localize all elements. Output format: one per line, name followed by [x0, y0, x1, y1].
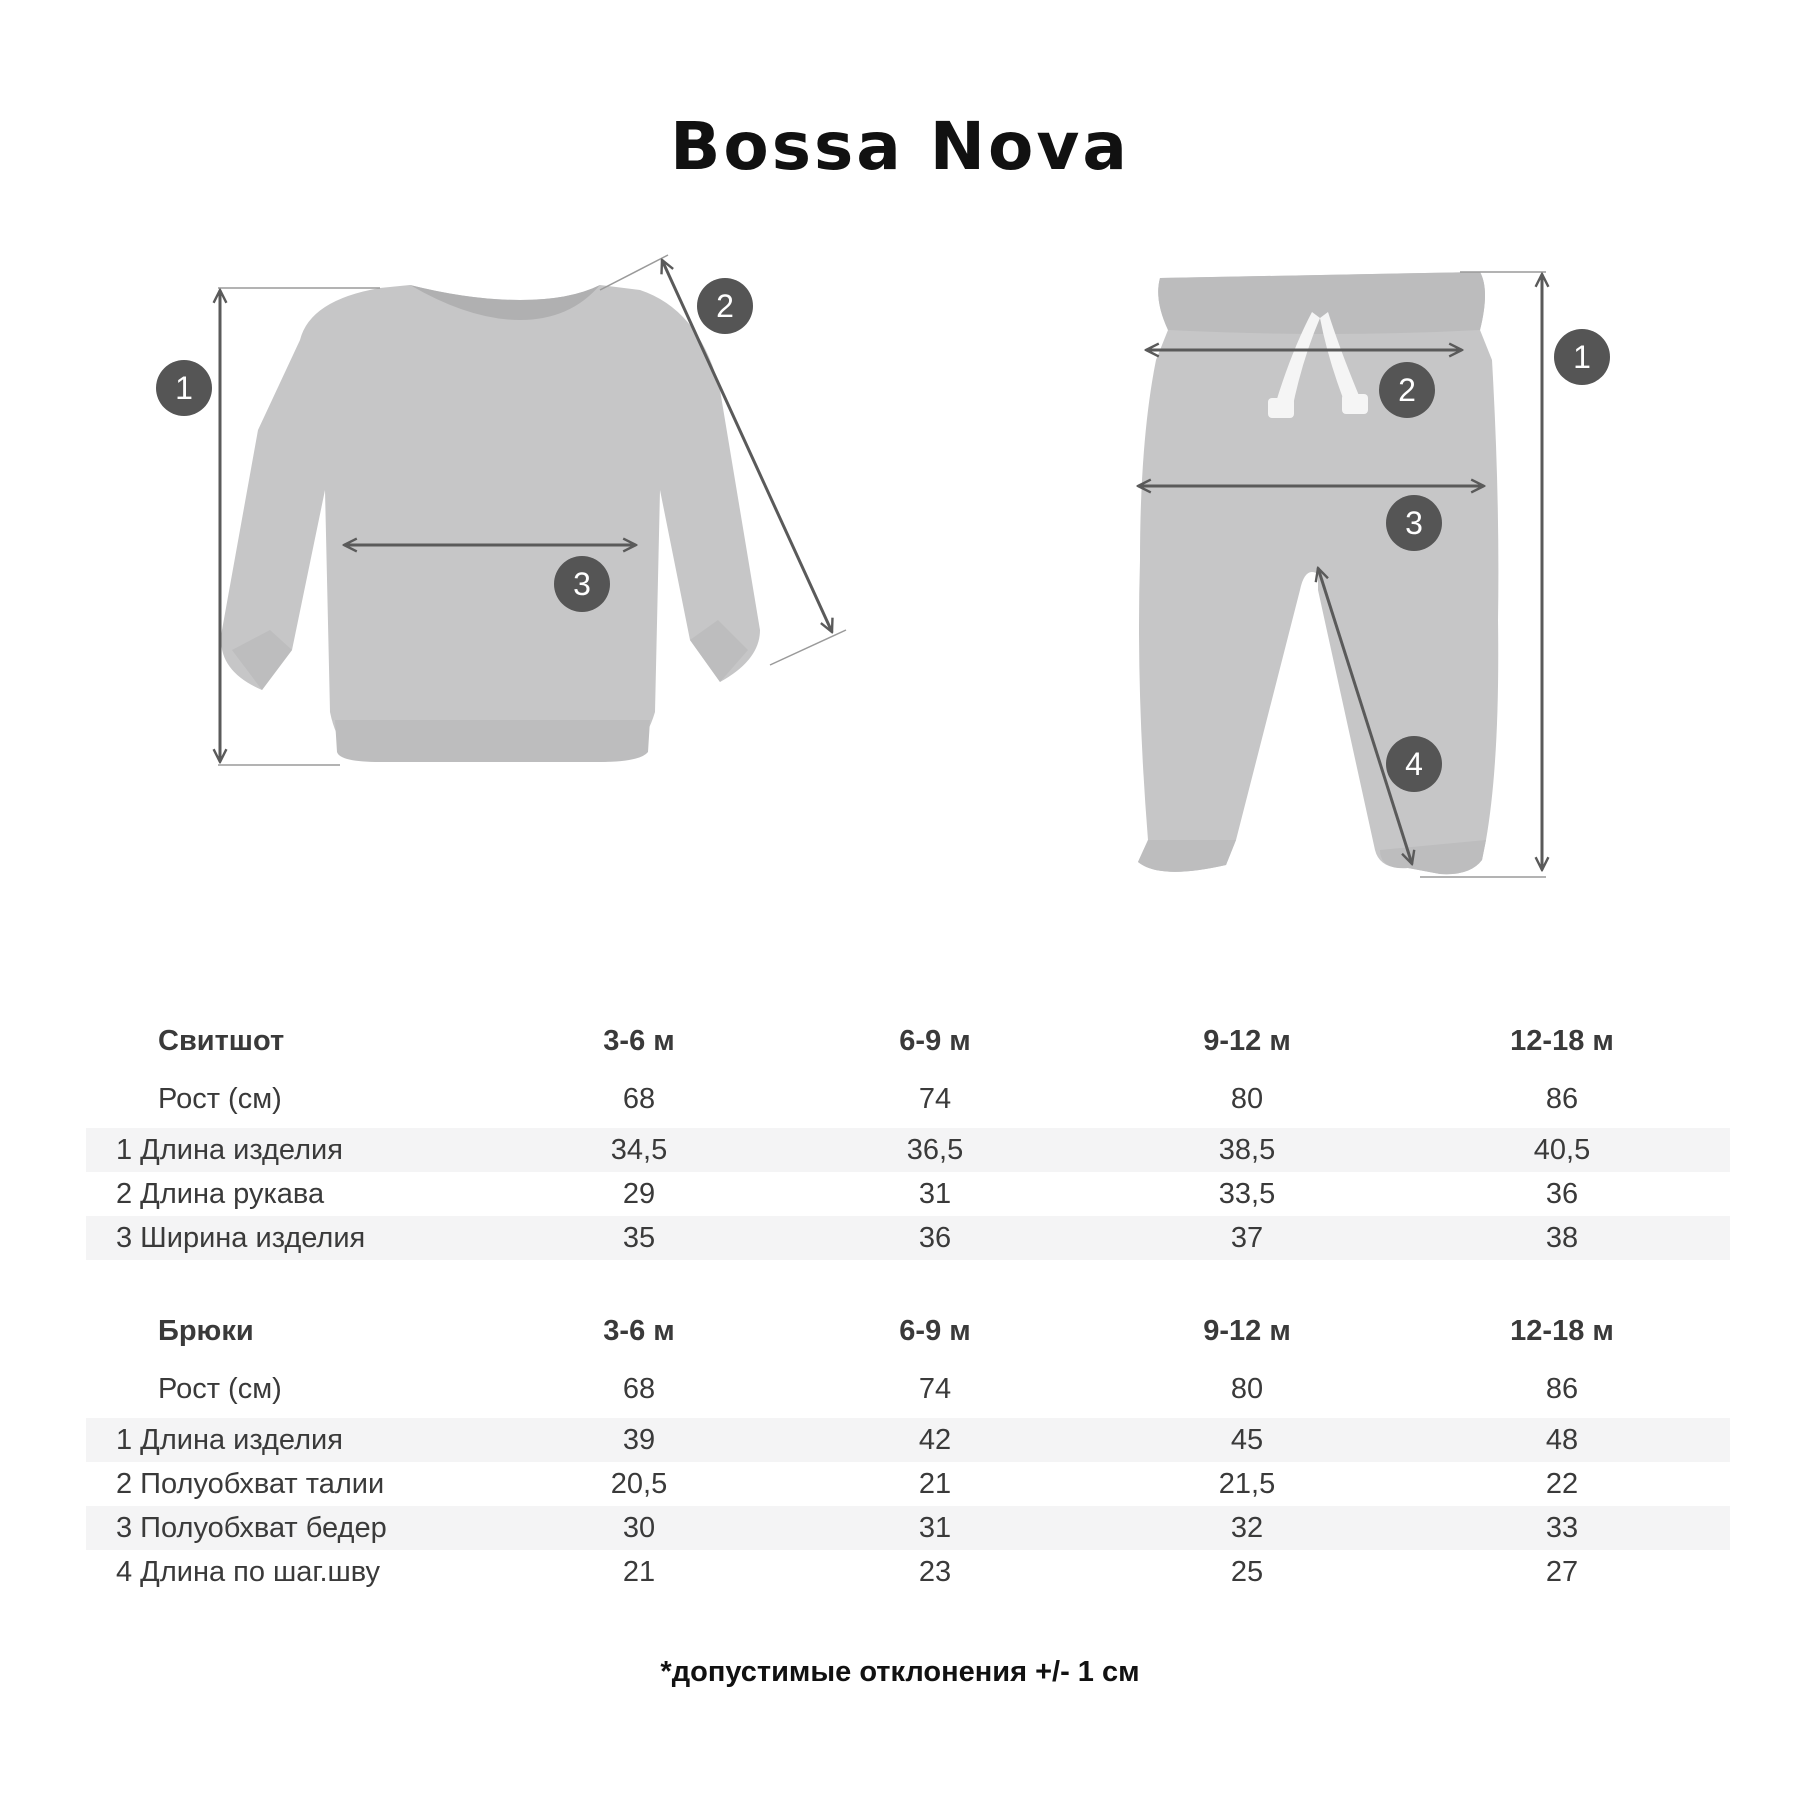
- cell-value: 68: [622, 1373, 656, 1405]
- table-row: [86, 1462, 1730, 1506]
- badge-sweatshirt-3: [554, 556, 610, 612]
- row-label: 1 Длина изделия: [116, 1134, 343, 1166]
- sweatshirt-size-table: [86, 1012, 1730, 1260]
- cell-value: 31: [918, 1512, 952, 1544]
- cell-value: 25: [1230, 1556, 1264, 1588]
- size-header: 3-6 м: [603, 1315, 675, 1347]
- table-title: Свитшот: [158, 1025, 285, 1057]
- row-label: 4 Длина по шаг.шву: [116, 1556, 381, 1588]
- cell-value: 37: [1230, 1222, 1264, 1254]
- cell-value: 86: [1545, 1083, 1579, 1115]
- row-label: Рост (см): [158, 1083, 282, 1115]
- cell-value: 34,5: [610, 1134, 668, 1166]
- cell-value: 31: [918, 1178, 952, 1210]
- table-row: [86, 1550, 1730, 1594]
- cell-value: 21: [622, 1556, 656, 1588]
- size-header: 6-9 м: [899, 1025, 971, 1057]
- tolerance-footnote: *допустимые отклонения +/- 1 см: [660, 1656, 1140, 1688]
- cell-value: 35: [622, 1222, 656, 1254]
- table-row: [86, 1172, 1730, 1216]
- size-header: 9-12 м: [1203, 1315, 1291, 1347]
- cell-value: 40,5: [1533, 1134, 1591, 1166]
- cell-value: 36: [1545, 1178, 1579, 1210]
- cell-value: 68: [622, 1083, 656, 1115]
- badge-sweatshirt-1: [156, 360, 212, 416]
- cell-value: 48: [1545, 1424, 1579, 1456]
- table-row: [86, 1216, 1730, 1260]
- cell-value: 74: [918, 1373, 952, 1405]
- cell-value: 23: [918, 1556, 952, 1588]
- pants-size-table: [86, 1302, 1730, 1594]
- cell-value: 36: [918, 1222, 952, 1254]
- cell-value: 80: [1230, 1373, 1264, 1405]
- table-header-row: [86, 1012, 1730, 1070]
- cell-value: 80: [1230, 1083, 1264, 1115]
- cell-value: 33,5: [1218, 1178, 1276, 1210]
- cell-value: 27: [1545, 1556, 1579, 1588]
- badge-label: 2: [716, 288, 734, 324]
- badge-label: 3: [573, 566, 591, 602]
- size-header: 12-18 м: [1510, 1315, 1614, 1347]
- cell-value: 42: [918, 1424, 952, 1456]
- row-label: 2 Полуобхват талии: [116, 1468, 385, 1500]
- badge-pants-3: [1386, 495, 1442, 551]
- cell-value: 39: [622, 1424, 656, 1456]
- sweatshirt-image: [221, 285, 760, 762]
- table-row: [86, 1360, 1730, 1418]
- table-row: [86, 1070, 1730, 1128]
- size-header: 9-12 м: [1203, 1025, 1291, 1057]
- table-row: [86, 1128, 1730, 1172]
- cell-value: 22: [1545, 1468, 1579, 1500]
- badge-label: 1: [1573, 339, 1591, 375]
- table-row: [86, 1418, 1730, 1462]
- table-row: [86, 1506, 1730, 1550]
- cell-value: 29: [622, 1178, 656, 1210]
- cell-value: 36,5: [906, 1134, 964, 1166]
- badge-pants-4: [1386, 736, 1442, 792]
- badge-label: 4: [1405, 746, 1423, 782]
- badge-label: 3: [1405, 505, 1423, 541]
- table-header-row: [86, 1302, 1730, 1360]
- size-header: 3-6 м: [603, 1025, 675, 1057]
- cell-value: 33: [1545, 1512, 1579, 1544]
- brand-title: Bossa Nova: [670, 108, 1130, 185]
- cell-value: 30: [622, 1512, 656, 1544]
- row-label: 1 Длина изделия: [116, 1424, 343, 1456]
- cell-value: 20,5: [610, 1468, 668, 1500]
- badge-pants-2: [1379, 362, 1435, 418]
- cell-value: 21,5: [1218, 1468, 1276, 1500]
- row-label: 3 Ширина изделия: [116, 1222, 366, 1254]
- cell-value: 86: [1545, 1373, 1579, 1405]
- cell-value: 32: [1230, 1512, 1264, 1544]
- row-label: Рост (см): [158, 1373, 282, 1405]
- cell-value: 38: [1545, 1222, 1579, 1254]
- row-label: 3 Полуобхват бедер: [116, 1512, 387, 1544]
- badge-pants-1: [1554, 329, 1610, 385]
- table-title: Брюки: [158, 1315, 254, 1347]
- badge-label: 2: [1398, 372, 1416, 408]
- size-header: 12-18 м: [1510, 1025, 1614, 1057]
- cell-value: 21: [918, 1468, 952, 1500]
- cell-value: 74: [918, 1083, 952, 1115]
- cell-value: 45: [1230, 1424, 1264, 1456]
- badge-sweatshirt-2: [697, 278, 753, 334]
- badge-label: 1: [175, 370, 193, 406]
- row-label: 2 Длина рукава: [116, 1178, 325, 1210]
- cell-value: 38,5: [1218, 1134, 1276, 1166]
- size-header: 6-9 м: [899, 1315, 971, 1347]
